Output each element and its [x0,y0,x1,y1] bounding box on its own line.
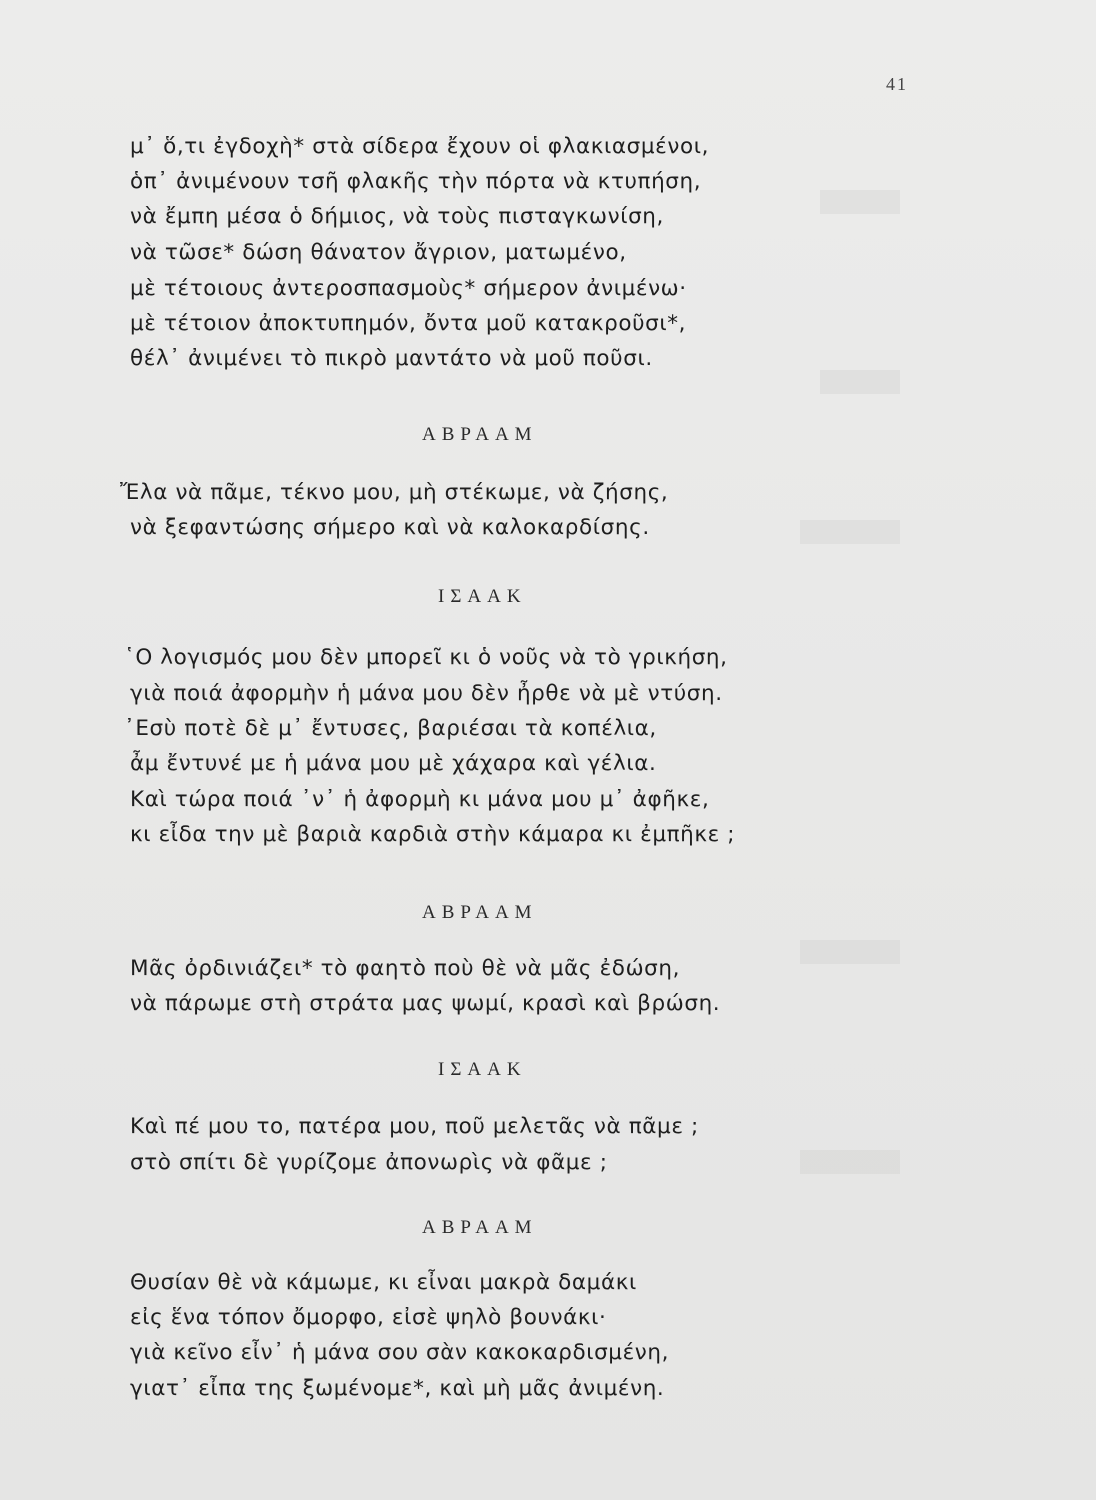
bleed-through-shadow [820,190,900,214]
verse-line: εἰς ἕνα τόπον ὄμορφο, εἰσὲ ψηλὸ βουνάκι· [130,1305,607,1330]
verse-line: νὰ τῶσε* δώση θάνατον ἄγριον, ματωμένο, [130,240,627,265]
bleed-through-shadow [800,1150,900,1174]
speaker-heading: ΑΒΡΑΑΜ [422,1217,538,1238]
verse-line: Θυσίαν θὲ νὰ κάμωμε, κι εἶναι μακρὰ δαμάκι [130,1270,637,1295]
verse-line: νὰ ἔμπη μέσα ὁ δήμιος, νὰ τοὺς πισταγκωνίση, [130,204,664,229]
verse-line: ὁπ᾽ ἀνιμένουν τσῆ φλακῆς τὴν πόρτα νὰ κτυπήση, [130,169,702,194]
verse-line: Καὶ πέ μου το, πατέρα μου, ποῦ μελετᾶς νὰ πᾶμε ; [130,1114,699,1139]
speaker-heading: ΙΣΑΑΚ [438,586,527,607]
verse-line: Μᾶς ὀρδινιάζει* τὸ φαητὸ ποὺ θὲ νὰ μᾶς ἐδώση, [130,956,681,981]
verse-line: ῾Ο λογισμός μου δὲν μπορεῖ κι ὁ νοῦς νὰ τὸ γρικήση, [124,645,728,670]
verse-line: μ᾽ ὅ,τι ἐγδοχὴ* στὰ σίδερα ἔχουν οἱ φλακιασμένοι, [130,134,710,159]
verse-line: μὲ τέτοιον ἀποκτυπημόν, ὄντα μοῦ κατακροῦσι*, [130,311,687,336]
verse-line: μὲ τέτοιους ἀντεροσπασμοὺς* σήμερον ἀνιμένω· [130,276,687,301]
bleed-through-shadow [800,940,900,964]
verse-line: Καὶ τώρα ποιά ᾽ν᾽ ἡ ἀφορμὴ κι μάνα μου μ᾽ ἀφῆκε, [130,787,710,812]
bleed-through-shadow [820,370,900,394]
verse-line: στὸ σπίτι δὲ γυρίζομε ἀπονωρὶς νὰ φᾶμε ; [130,1150,608,1175]
verse-line: γιὰ κεῖνο εἶν᾽ ἡ μάνα σου σὰν κακοκαρδισμένη, [130,1340,670,1365]
verse-line: γιατ᾽ εἶπα της ξωμένομε*, καὶ μὴ μᾶς ἀνιμένη. [130,1376,665,1401]
verse-line: ᾽Εσὺ ποτὲ δὲ μ᾽ ἔντυσες, βαριέσαι τὰ κοπέλια, [124,716,657,741]
verse-line: νὰ ξεφαντώσης σήμερο καὶ νὰ καλοκαρδίσης. [130,515,650,540]
verse-line: θέλ᾽ ἀνιμένει τὸ πικρὸ μαντάτο νὰ μοῦ ποῦσι. [130,346,653,371]
speaker-heading: ΙΣΑΑΚ [438,1059,527,1080]
speaker-heading: ΑΒΡΑΑΜ [422,424,538,445]
verse-line: Ἔλα νὰ πᾶμε, τέκνο μου, μὴ στέκωμε, νὰ ζήσης, [120,480,669,505]
verse-line: κι εἶδα την μὲ βαριὰ καρδιὰ στὴν κάμαρα κι ἐμπῆκε ; [130,822,736,847]
bleed-through-shadow [800,520,900,544]
page-number: 41 [886,74,908,94]
verse-line: ἆμ ἔντυνέ με ἡ μάνα μου μὲ χάχαρα καὶ γέλια. [130,751,657,776]
verse-line: γιὰ ποιά ἀφορμὴν ἡ μάνα μου δὲν ἦρθε νὰ μὲ ντύση. [130,681,723,706]
verse-line: νὰ πάρωμε στὴ στράτα μας ψωμί, κρασὶ καὶ βρώση. [130,991,721,1016]
speaker-heading: ΑΒΡΑΑΜ [422,902,538,923]
